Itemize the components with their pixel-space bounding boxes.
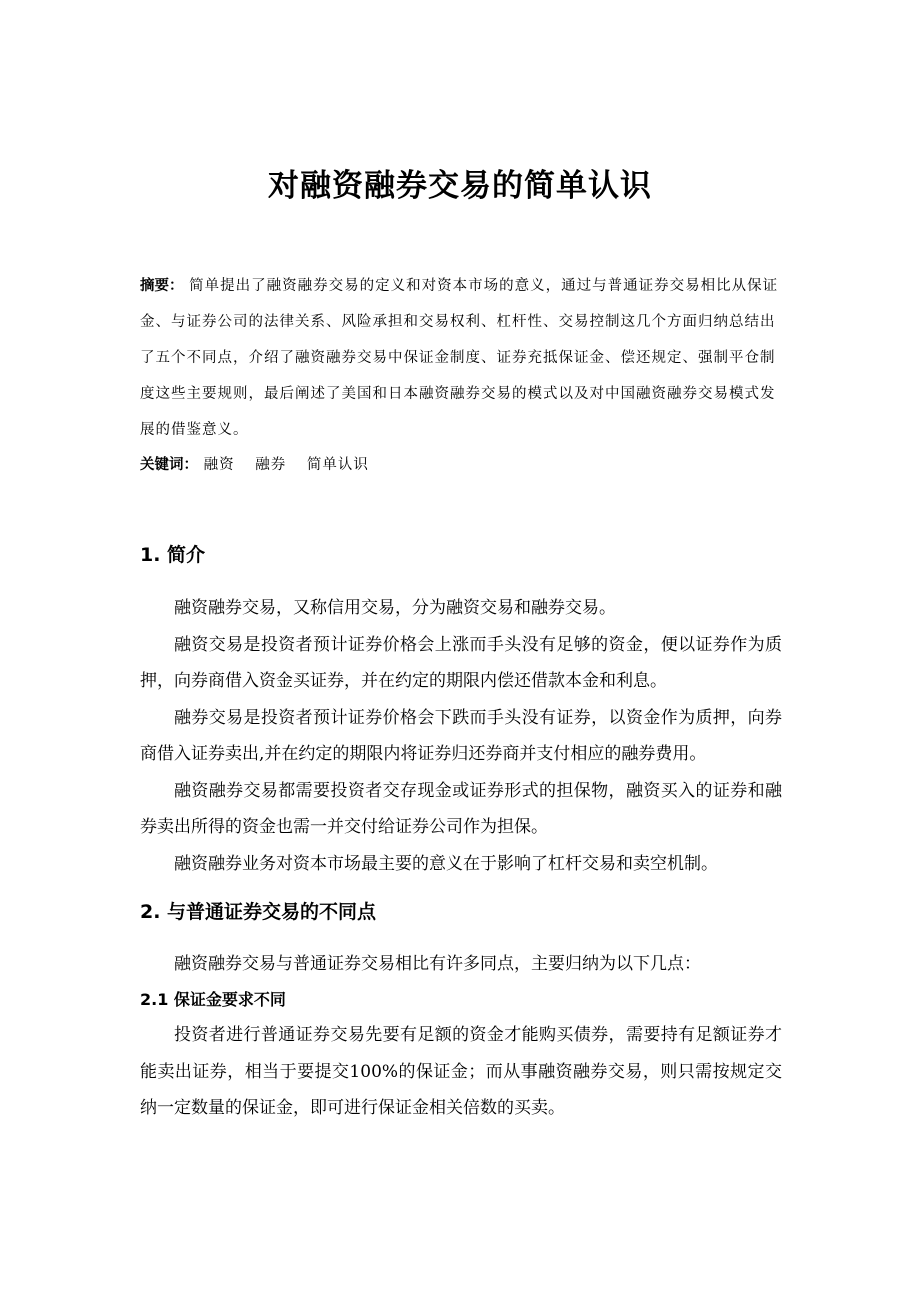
paragraph: 融资融券业务对资本市场最主要的意义在于影响了杠杆交易和卖空机制。	[174, 853, 718, 874]
keywords-label: 关键词：	[140, 457, 198, 473]
abstract	[140, 268, 785, 448]
section-body-intro	[140, 590, 782, 882]
paragraph: 融资交易是投资者预计证券价格会上涨而手头没有足够的资金，便以证券作为质押，向券商借入资金买证券，并在约定的期限内偿还借款本金和利息。	[140, 634, 782, 691]
subsection-heading-margin: 2.1 保证金要求不同	[140, 990, 286, 1009]
paragraph: 融资融券交易都需要投资者交存现金或证券形式的担保物，融资买入的证券和融券卖出所得的资金也需一并交付给证券公司作为担保。	[140, 780, 782, 837]
keyword-item: 简单认识	[306, 457, 369, 473]
subsection-body-margin	[140, 1017, 782, 1127]
abstract-label: 摘要：	[140, 278, 184, 294]
paragraph: 融资融券交易，又称信用交易，分为融资交易和融券交易。	[174, 598, 616, 618]
paragraph: 投资者进行普通证券交易先要有足额的资金才能购买债券，需要持有足额证券才能卖出证券，相当于要提交100%的保证金；而从事融资融券交易，则只需按规定交纳一定数量的保证金，即可进行保证金相关倍数的买卖。	[140, 1025, 782, 1118]
section-intro-differences	[140, 946, 782, 983]
section-heading-intro: 1. 简介	[140, 544, 206, 566]
keyword-item: 融资	[203, 457, 235, 473]
keywords	[140, 450, 785, 480]
abstract-text: 简单提出了融资融券交易的定义和对资本市场的意义，通过与普通证券交易相比从保证金、与证券公司的法律关系、风险承担和交易权利、杠杆性、交易控制这几个方面归纳总结出了五个不同点，介绍了融资融券交易中保证金制度、证券充抵保证金、偿还规定、强制平仓制度这些主要规则，最后阐述了美国和日本融资融券交易的模式以及对中国融资融券交易模式发展的借鉴意义。	[140, 278, 779, 438]
page-title: 对融资融券交易的简单认识	[268, 168, 652, 204]
paragraph: 融资融券交易与普通证券交易相比有许多同点，主要归纳为以下几点：	[174, 954, 701, 974]
section-heading-differences: 2. 与普通证券交易的不同点	[140, 901, 377, 923]
paragraph: 融券交易是投资者预计证券价格会下跌而手头没有证券，以资金作为质押，向券商借入证券卖出,并在约定的期限内将证券归还券商并支付相应的融券费用。	[140, 707, 782, 764]
keyword-item: 融券	[255, 457, 287, 473]
